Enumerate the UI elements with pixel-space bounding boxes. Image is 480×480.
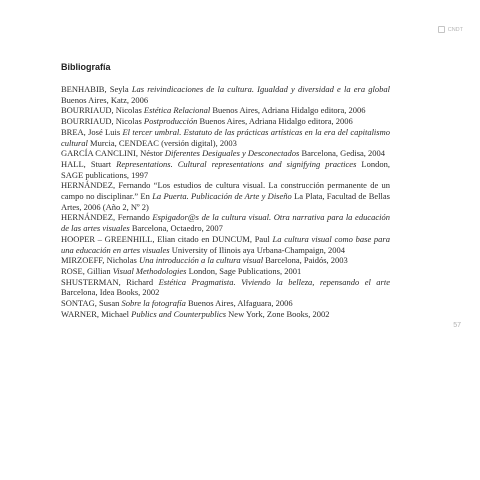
entry-text: University of Ilinois aya Urbana-Champaign, 2004 xyxy=(169,244,345,255)
entry-title: Estética Pragmatista. Viviendo la belleza, repensando el arte xyxy=(158,276,390,287)
bibliography-entry xyxy=(61,127,390,148)
entry-text: La Plata, Facultad de Bellas Artes, 2006 (Año 2, Nº 2) xyxy=(61,191,390,212)
entry-text: HERNÁNDEZ, Fernando “Los estudios de cultura visual. La construcción permanente de un campo no disciplinar.” En xyxy=(61,180,390,202)
entry-title: Las reivindicaciones de la cultura. Igualdad y diversidad e la era global xyxy=(131,84,390,94)
entry-text: WARNER, Michael xyxy=(61,308,132,319)
bibliography-list xyxy=(61,84,390,319)
entry-text: MIRZOEFF, Nicholas xyxy=(61,255,139,266)
entry-text: Buenos Aires, Katz, 2006 xyxy=(61,94,149,105)
page-number: 57 xyxy=(453,322,461,329)
entry-text: HALL, Stuart xyxy=(61,158,117,169)
entry-text: Barcelona, Octaedro, 2007 xyxy=(129,223,223,234)
entry-title: Publics and Counterpublics xyxy=(131,308,227,319)
entry-text: Barcelona, Paidós, 2003 xyxy=(263,255,348,266)
entry-text: Buenos Aires, Adriana Hidalgo editora, 2006 xyxy=(210,105,366,116)
entry-title: Diferentes Desiguales y Desconectados xyxy=(164,148,300,159)
bibliography-entry xyxy=(61,298,390,309)
entry-text: Buenos Aires, Adriana Hidalgo editora, 2006 xyxy=(197,116,353,127)
entry-text: GARCÍA CANCLINI, Néstor xyxy=(61,148,165,159)
bibliography-entry xyxy=(61,234,390,255)
entry-title: Estética Relacional xyxy=(143,105,211,116)
bibliography-entry xyxy=(61,266,390,277)
entry-title: Sobre la fotografía xyxy=(121,298,186,309)
bibliography-entry xyxy=(61,148,390,159)
entry-text: New York, Zone Books, 2002 xyxy=(226,308,330,319)
logo-box-icon xyxy=(438,26,445,33)
bibliography-entry xyxy=(61,212,390,233)
publisher-logo xyxy=(438,26,463,33)
entry-title: Espigador@s de la cultura visual. Otra narrativa para la educación de las artes visuales xyxy=(61,212,390,234)
entry-text: SHUSTERMAN, Richard xyxy=(61,276,159,287)
entry-text: BOURRIAUD, Nicolas xyxy=(61,116,144,127)
entry-text: BENHABIB, Seyla xyxy=(61,84,132,94)
entry-title: Una introducción a la cultura visual xyxy=(138,255,264,266)
entry-title: Visual Methodologies xyxy=(112,265,187,276)
bibliography-entry xyxy=(61,105,390,116)
entry-title: La Puerta. Publicación de Arte y Diseño xyxy=(152,191,292,202)
page-title: Bibliografía xyxy=(61,62,111,72)
entry-text: BOURRIAUD, Nicolas xyxy=(61,105,144,116)
bibliography-entry xyxy=(61,309,390,320)
entry-text: Barcelona, Gedisa, 2004 xyxy=(299,148,386,159)
bibliography-entry xyxy=(61,116,390,127)
entry-text: ROSE, Gillian xyxy=(61,265,113,276)
entry-text: London, SAGE publications, 1997 xyxy=(61,158,390,180)
logo-text: CNDT xyxy=(447,26,463,33)
bibliography-entry xyxy=(61,255,390,266)
entry-title: El tercer umbral. Estatuto de las prácticas artísticas en la era del capitalismo cultural xyxy=(61,126,390,148)
bibliography-entry xyxy=(61,277,390,298)
entry-title: Representations. Cultural representations and signifying practices xyxy=(116,158,357,169)
bibliography-entry xyxy=(61,180,390,212)
entry-text: Buenos Aires, Alfaguara, 2006 xyxy=(185,298,293,309)
entry-text: London, Sage Publications, 2001 xyxy=(186,265,302,276)
bibliography-entry xyxy=(61,159,390,180)
entry-text: HERNÁNDEZ, Fernando xyxy=(61,212,153,223)
entry-text: HOOPER – GREENHILL, Elian citado en DUNCUM, Paul xyxy=(61,233,273,244)
entry-text: Murcia, CENDEAC (versión digital), 2003 xyxy=(87,137,237,148)
entry-text: SONTAG, Susan xyxy=(61,298,122,309)
entry-text: Barcelona, Idea Books, 2002 xyxy=(61,287,160,298)
bibliography-entry xyxy=(61,84,390,105)
entry-title: Postproducción xyxy=(143,116,198,127)
entry-text: BREA, José Luis xyxy=(61,126,123,137)
entry-title: La cultura visual como base para una educación en artes visuales xyxy=(61,233,390,255)
